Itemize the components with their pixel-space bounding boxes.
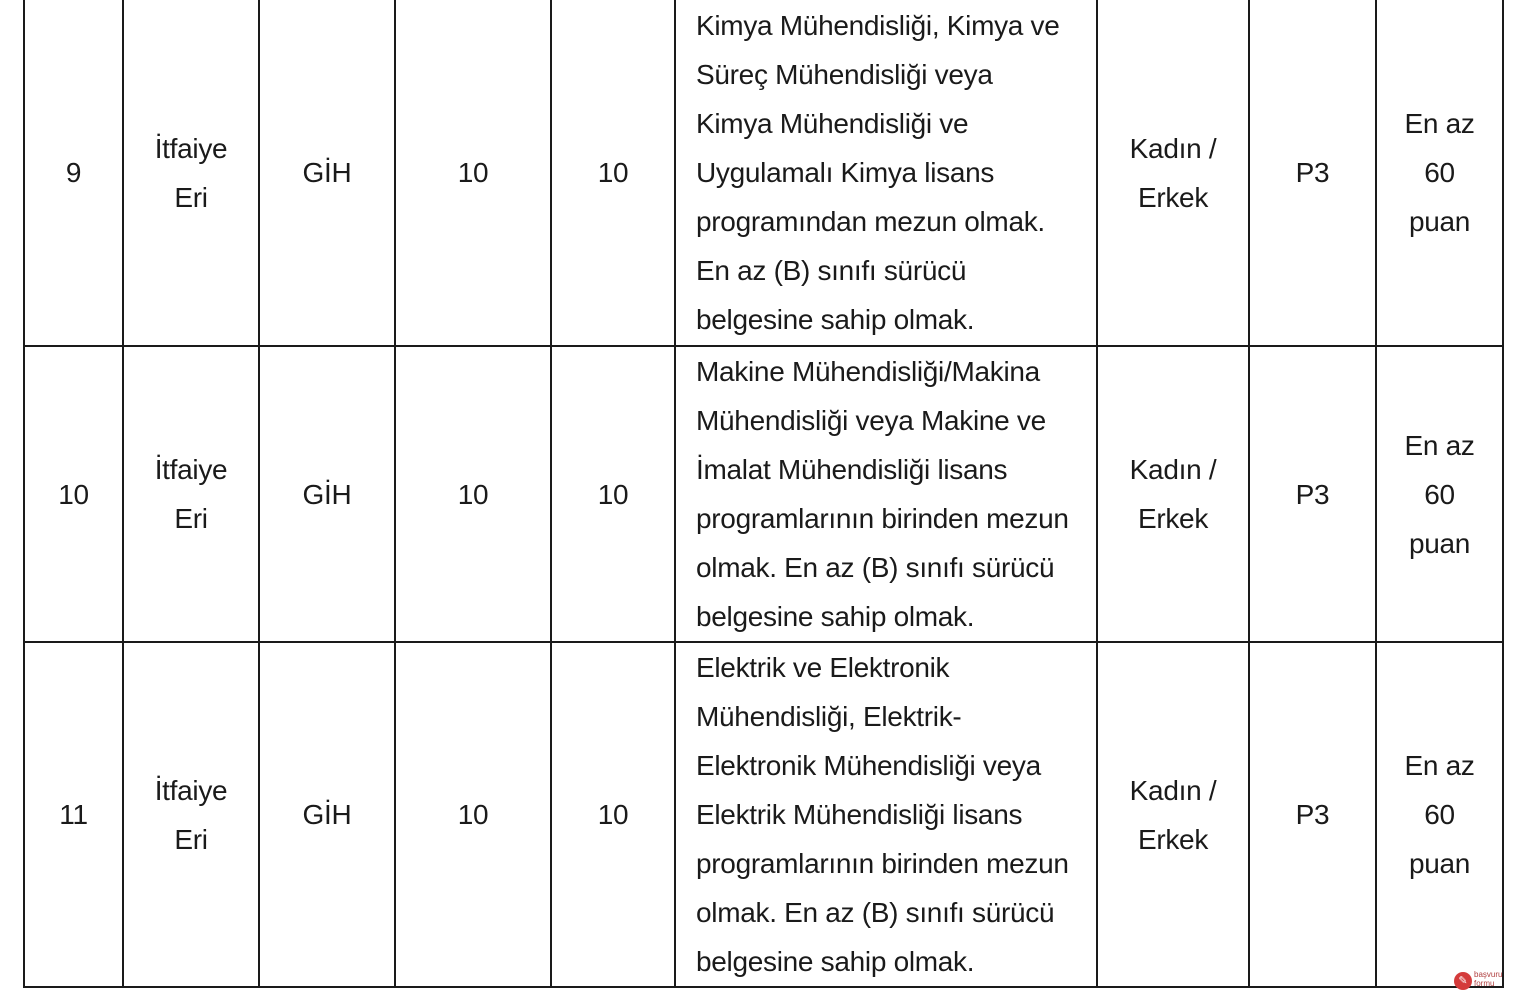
requirement-line: Makine Mühendisliği/Makina [696,356,1040,387]
requirement-line: Elektrik Mühendisliği lisans [696,799,1023,830]
position-title-line: İtfaiye [154,774,228,806]
table-row [24,0,1503,346]
count-cell: 10 [551,642,675,987]
job-listing-table [23,0,1504,988]
kpss-type-cell: P3 [1249,346,1376,642]
row-number-cell: 9 [24,0,123,346]
degree-cell: 10 [395,346,551,642]
requirement-line: belgesine sahip olmak. [696,946,975,977]
score-line: En az [1404,108,1475,139]
position-title-cell [123,346,259,642]
gender-line: Erkek [1137,823,1209,855]
requirement-line: Mühendisliği, Elektrik- [696,701,962,732]
position-title-line: İtfaiye [154,454,228,485]
requirement-line: olmak. En az (B) sınıfı sürücü [696,897,1055,928]
requirement-line: programından mezun olmak. [696,206,1045,237]
position-title-line: Eri [174,823,208,855]
score-line: puan [1408,848,1471,879]
requirement-line: belgesine sahip olmak. [696,601,975,632]
requirement-line: Süreç Mühendisliği veya [696,59,993,90]
gender-line: Kadın / [1129,454,1217,485]
requirements-cell [675,0,1097,346]
table-row [24,642,1503,987]
position-title-line: Eri [174,503,208,534]
gender-cell [1097,0,1249,346]
class-cell: GİH [259,642,395,987]
score-line: puan [1408,206,1471,237]
requirement-line: programlarının birinden mezun [696,503,1069,534]
min-score-cell [1376,346,1503,642]
score-line: puan [1408,527,1471,559]
kpss-type-cell: P3 [1249,642,1376,987]
min-score-cell [1376,0,1503,346]
requirement-line: En az (B) sınıfı sürücü [696,255,967,286]
kpss-type-cell: P3 [1249,0,1376,346]
gender-line: Erkek [1137,503,1209,534]
score-line: 60 [1424,478,1455,510]
requirement-line: Kimya Mühendisliği ve [696,108,969,139]
position-title-line: İtfaiye [154,132,228,164]
position-title-cell [123,0,259,346]
gender-line: Kadın / [1129,774,1217,806]
requirement-line: olmak. En az (B) sınıfı sürücü [696,552,1055,583]
form-icon: ✎ [1454,972,1472,990]
degree-cell: 10 [395,642,551,987]
degree-cell: 10 [395,0,551,346]
requirement-line: İmalat Mühendisliği lisans [696,454,1008,485]
table-row [24,346,1503,642]
gender-cell [1097,642,1249,987]
score-line: En az [1404,429,1475,461]
position-title-cell [123,642,259,987]
row-number-cell: 10 [24,346,123,642]
class-cell: GİH [259,0,395,346]
watermark-text: başvuru formu [1474,970,1503,988]
gender-cell [1097,346,1249,642]
requirements-cell [675,642,1097,987]
requirement-line: Mühendisliği veya Makine ve [696,405,1046,436]
requirement-line: programlarının birinden mezun [696,848,1069,879]
min-score-cell [1376,642,1503,987]
count-cell: 10 [551,0,675,346]
watermark-logo [1454,970,1510,992]
requirement-line: Elektrik ve Elektronik [696,652,950,683]
requirement-line: belgesine sahip olmak. [696,304,975,335]
requirement-line: Kimya Mühendisliği, Kimya ve [696,10,1060,41]
requirements-cell [675,346,1097,642]
score-line: 60 [1424,157,1455,188]
position-title-line: Eri [174,181,208,213]
requirement-line: Elektronik Mühendisliği veya [696,750,1041,781]
requirement-line: Uygulamalı Kimya lisans [696,157,995,188]
gender-line: Erkek [1137,181,1209,213]
count-cell: 10 [551,346,675,642]
score-line: En az [1404,750,1475,781]
gender-line: Kadın / [1129,132,1217,164]
class-cell: GİH [259,346,395,642]
row-number-cell: 11 [24,642,123,987]
score-line: 60 [1424,799,1455,830]
